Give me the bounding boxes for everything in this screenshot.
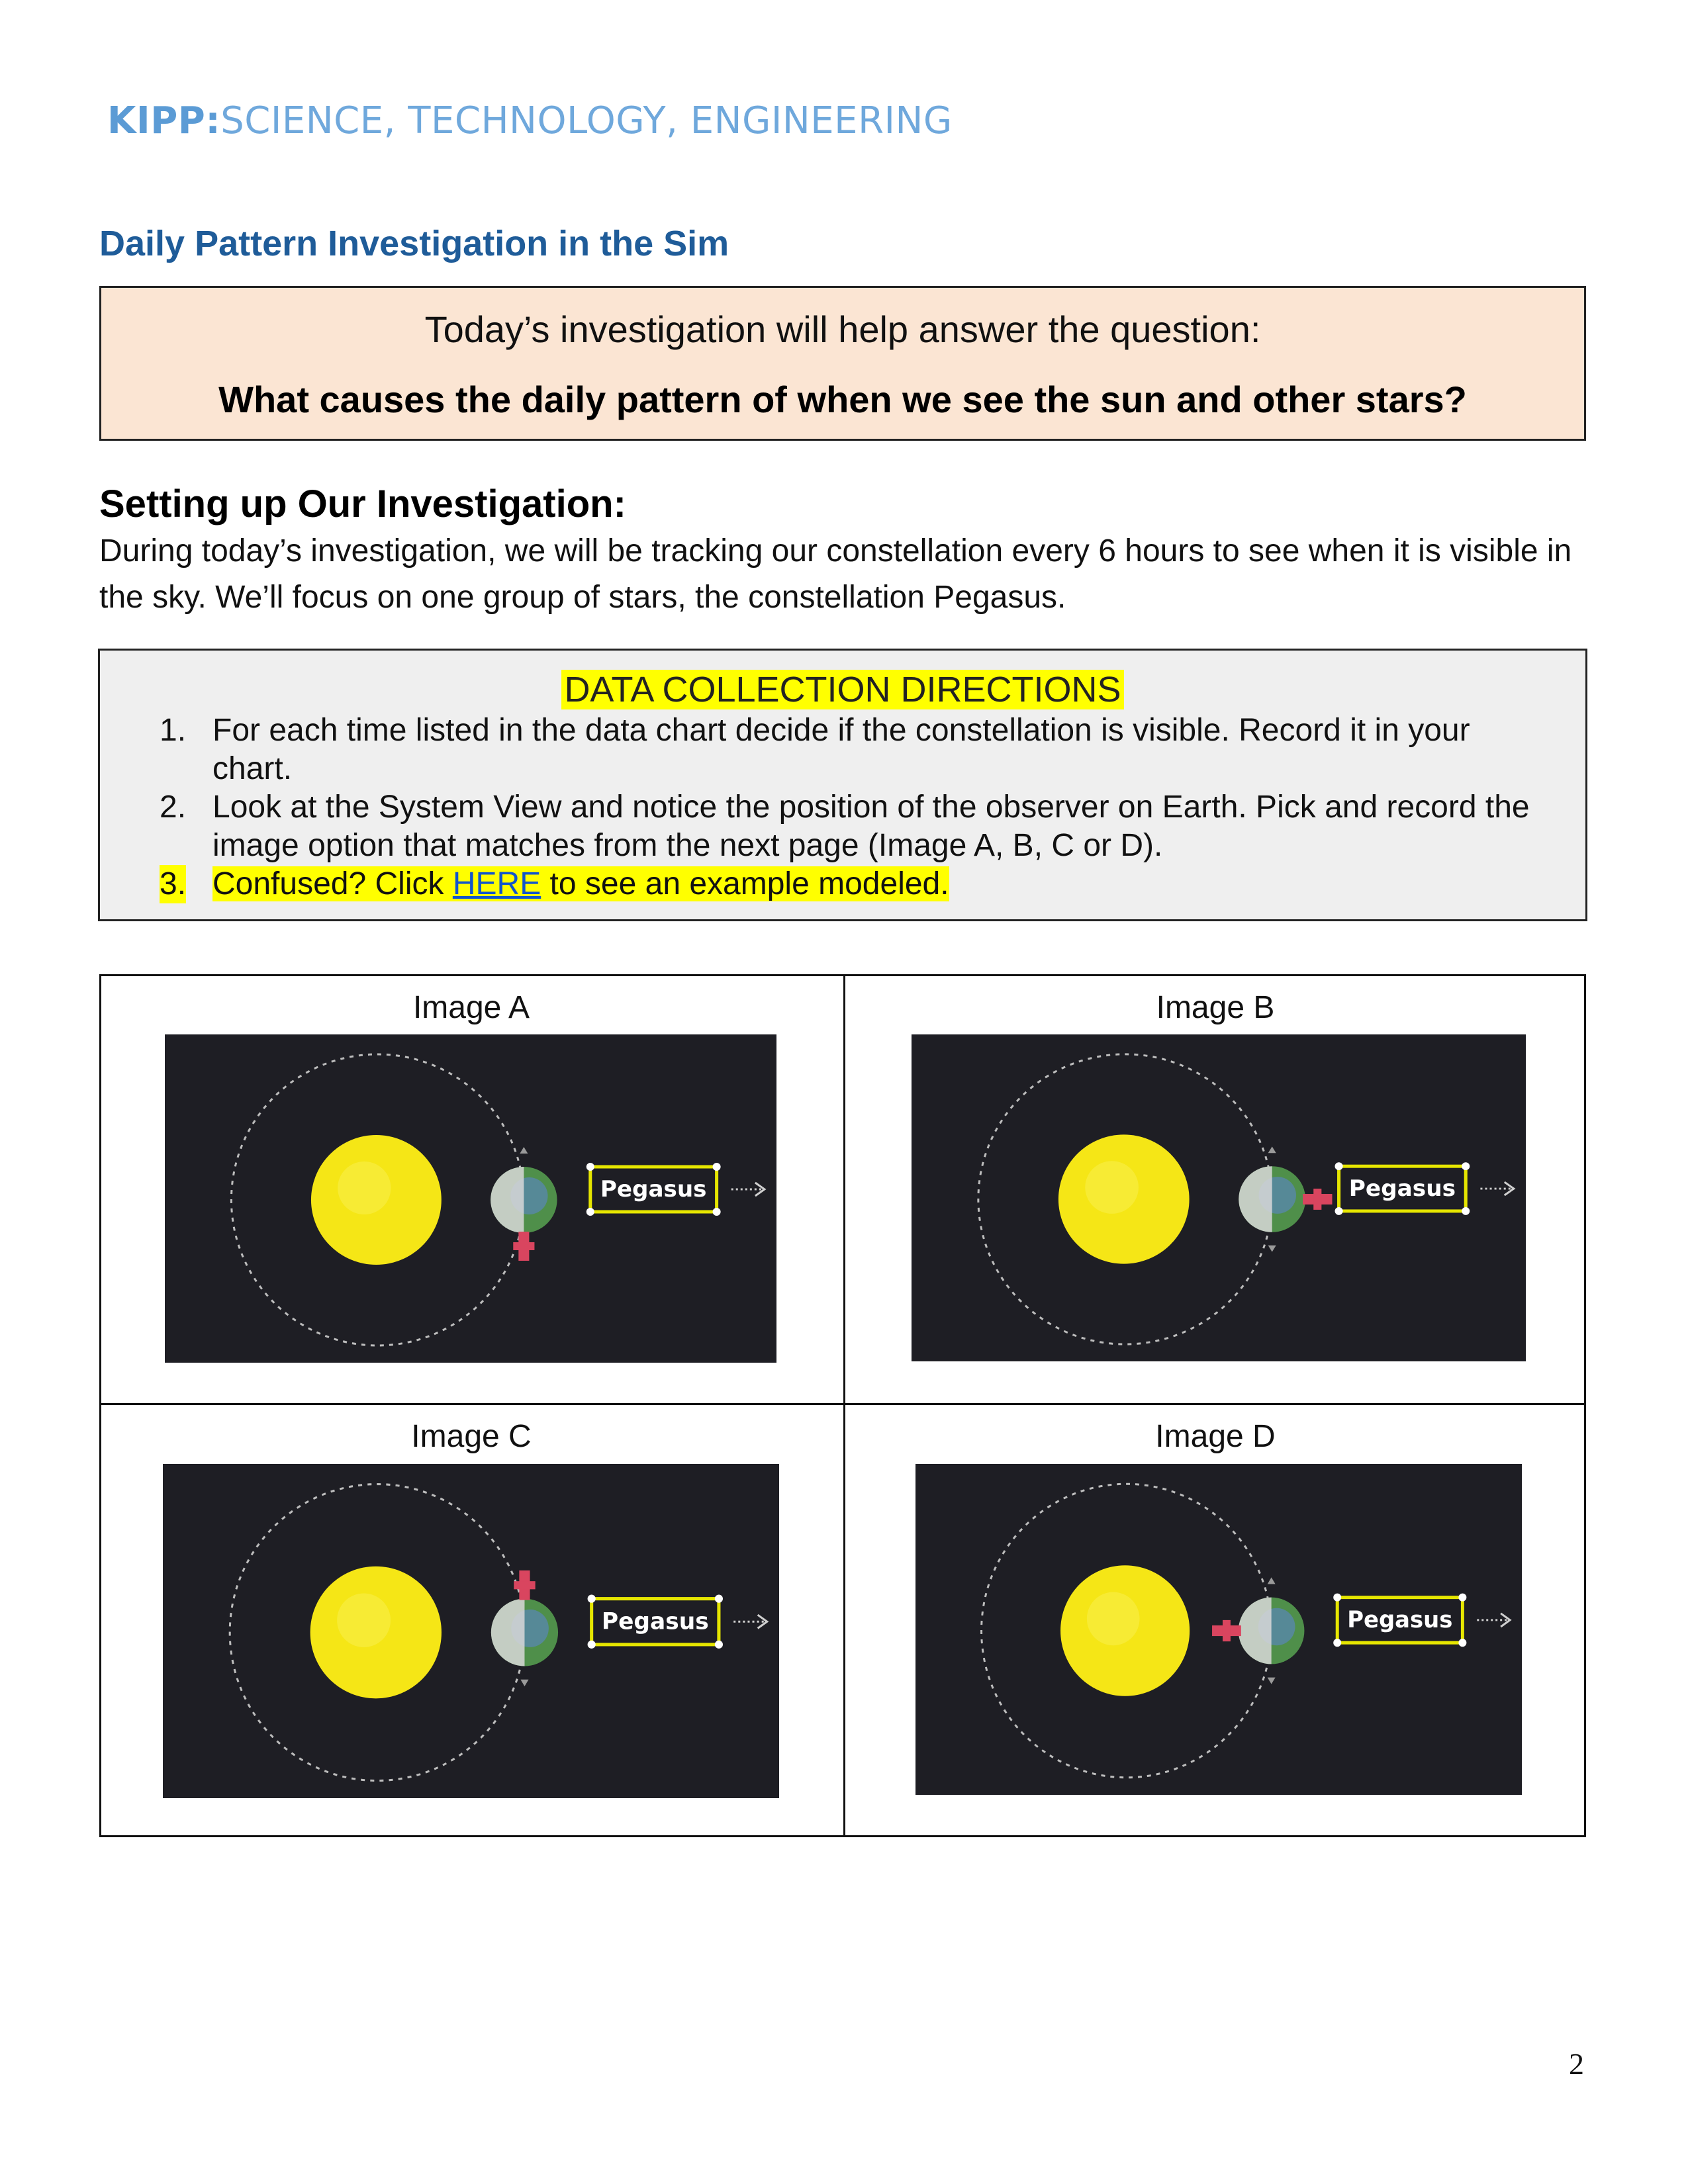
earth-day-side bbox=[1239, 1598, 1272, 1664]
section-title: Daily Pattern Investigation in the Sim bbox=[99, 224, 729, 263]
direction-number: 3. bbox=[160, 865, 186, 903]
direction-number: 1. bbox=[160, 713, 187, 748]
direction-number: 2. bbox=[160, 790, 187, 825]
box-corner-handle bbox=[1333, 1639, 1341, 1647]
brand-separator: : bbox=[205, 99, 221, 142]
table-divider-horizontal bbox=[99, 1403, 1586, 1405]
sun-glow bbox=[338, 1161, 391, 1214]
observer-icon bbox=[1303, 1189, 1332, 1210]
image-b-simulation bbox=[912, 1034, 1526, 1361]
box-corner-handle bbox=[1462, 1207, 1470, 1215]
box-corner-handle bbox=[586, 1163, 594, 1171]
table-divider-vertical bbox=[843, 974, 845, 1837]
constellation-label: Pegasus bbox=[1347, 1606, 1453, 1634]
sun-glow bbox=[1087, 1592, 1140, 1646]
here-link[interactable]: HERE bbox=[452, 866, 541, 901]
south-arrow-icon bbox=[1268, 1246, 1276, 1252]
image-a-label: Image A bbox=[412, 990, 530, 1025]
direction-item-highlighted bbox=[160, 865, 1530, 903]
brand-subtitle: SCIENCE, TECHNOLOGY, ENGINEERING bbox=[220, 99, 953, 142]
orbit-diagram bbox=[165, 1034, 776, 1363]
directions-list bbox=[160, 711, 1530, 903]
image-d-label: Image D bbox=[1155, 1419, 1276, 1454]
sun-glow bbox=[337, 1593, 391, 1647]
earth-day-side bbox=[1239, 1166, 1272, 1232]
direction-text: For each time listed in the data chart decide if the constellation is visible. Record it in your chart. bbox=[212, 713, 1470, 786]
observer-arms bbox=[513, 1242, 534, 1250]
box-corner-handle bbox=[588, 1641, 596, 1649]
setup-paragraph: During today’s investigation, we will be tracking our constellation every 6 hours to see when it is visible in the sky. We’ll focus on one group of stars, the constellation Pegasus. bbox=[99, 533, 1572, 615]
setup-heading: Setting up Our Investigation: bbox=[99, 482, 626, 525]
south-arrow-icon bbox=[520, 1680, 528, 1686]
box-corner-handle bbox=[1335, 1162, 1343, 1170]
box-corner-handle bbox=[1458, 1639, 1466, 1647]
orbit-diagram bbox=[915, 1464, 1522, 1795]
box-corner-handle bbox=[588, 1595, 596, 1603]
observer-arms bbox=[1313, 1189, 1321, 1210]
observer-icon bbox=[513, 1232, 534, 1261]
box-corner-handle bbox=[1335, 1207, 1343, 1215]
orbit-diagram bbox=[163, 1464, 779, 1798]
direction-text-highlighted bbox=[212, 866, 949, 901]
image-b-label: Image B bbox=[1156, 990, 1275, 1025]
box-corner-handle bbox=[1333, 1594, 1341, 1602]
directions-title-wrap bbox=[100, 669, 1585, 710]
box-corner-handle bbox=[713, 1208, 721, 1216]
question-intro: Today’s investigation will help answer the question: bbox=[424, 308, 1261, 350]
box-corner-handle bbox=[1462, 1162, 1470, 1170]
box-corner-handle bbox=[715, 1641, 723, 1649]
earth-day-side bbox=[491, 1167, 524, 1233]
box-corner-handle bbox=[1458, 1594, 1466, 1602]
observer-icon bbox=[514, 1570, 535, 1600]
sun-glow bbox=[1085, 1161, 1139, 1214]
earth-day-side bbox=[491, 1599, 525, 1666]
directions-box bbox=[98, 649, 1587, 921]
brand-kipp: KIPP bbox=[107, 99, 206, 142]
image-d-simulation bbox=[915, 1464, 1522, 1795]
observer-arms bbox=[1223, 1620, 1231, 1641]
north-arrow-icon bbox=[1268, 1577, 1276, 1584]
constellation-label: Pegasus bbox=[600, 1176, 707, 1203]
kipp-header-brand bbox=[107, 99, 953, 142]
direction-text: Look at the System View and notice the position of the observer on Earth. Pick and record the image option that matches from the next page (Image A, B, C or D). bbox=[212, 790, 1530, 863]
direction-item bbox=[160, 788, 1530, 865]
image-c-label: Image C bbox=[411, 1419, 532, 1454]
direction-text-post: to see an example modeled. bbox=[541, 866, 949, 901]
observer-arms bbox=[514, 1581, 535, 1589]
orbit-diagram bbox=[912, 1034, 1526, 1361]
box-corner-handle bbox=[715, 1595, 723, 1603]
box-corner-handle bbox=[713, 1163, 721, 1171]
question-box bbox=[99, 286, 1586, 441]
direction-item bbox=[160, 711, 1530, 788]
constellation-label: Pegasus bbox=[1348, 1175, 1456, 1202]
observer-icon bbox=[1212, 1620, 1241, 1641]
north-arrow-icon bbox=[520, 1147, 528, 1154]
directions-title: DATA COLLECTION DIRECTIONS bbox=[561, 670, 1123, 709]
page-number: 2 bbox=[1569, 2047, 1584, 2081]
south-arrow-icon bbox=[1268, 1678, 1276, 1684]
image-a-simulation bbox=[165, 1034, 776, 1363]
north-arrow-icon bbox=[1268, 1146, 1276, 1153]
box-corner-handle bbox=[586, 1208, 594, 1216]
investigation-question: What causes the daily pattern of when we see the sun and other stars? bbox=[218, 379, 1467, 420]
image-c-simulation bbox=[163, 1464, 779, 1798]
direction-text-pre: Confused? Click bbox=[212, 866, 453, 901]
constellation-label: Pegasus bbox=[601, 1608, 709, 1635]
